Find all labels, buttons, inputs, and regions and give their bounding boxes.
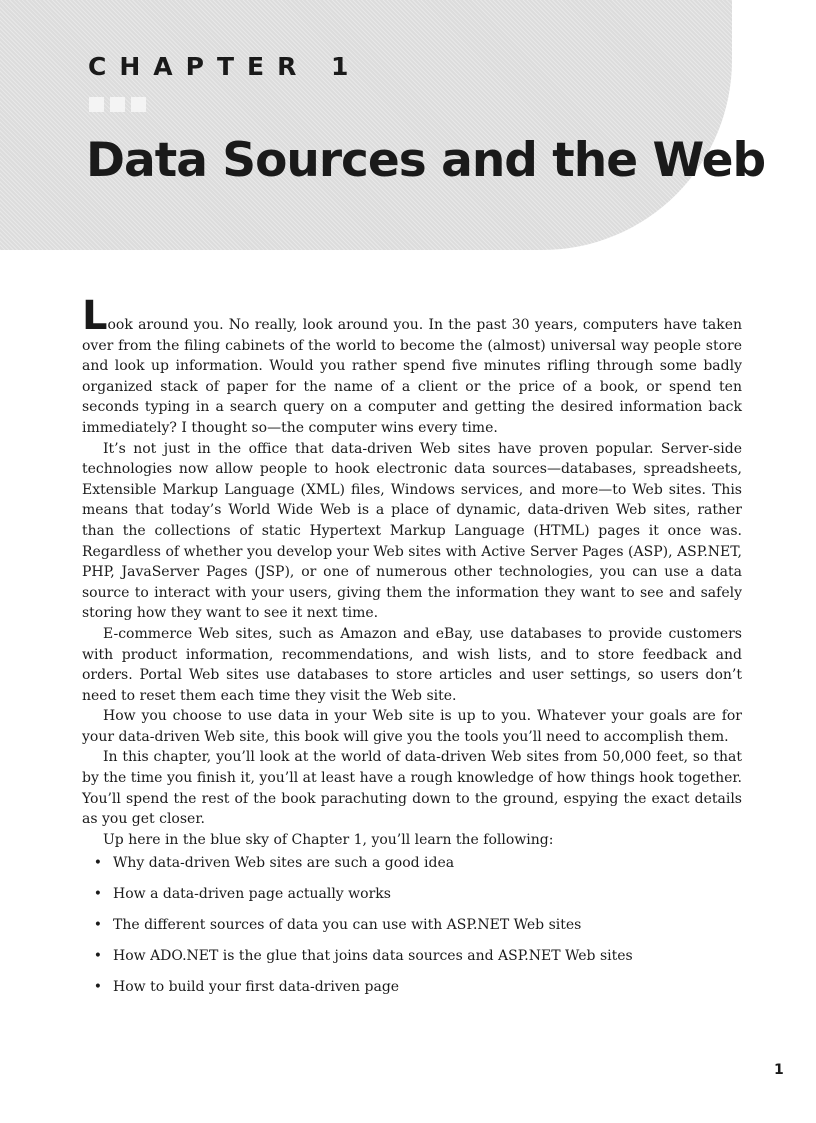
square-icon <box>110 97 125 112</box>
paragraph-5: In this chapter, you’ll look at the world of data-driven Web sites from 50,000 feet, so that by the time you finish it, you’ll at least have a rough knowledge of how things hook together. You’ll spend the rest of the book parachuting down to the ground, espying the exact details as you get closer. <box>82 749 742 828</box>
list-item-text: How a data-driven page actually works <box>113 886 391 902</box>
paragraph-2: It’s not just in the office that data-driven Web sites have proven popular. Server-side technologies now allow people to hook electronic data sources—databases, spreadsheets, Extensible Markup Language (XML) files, Windows services, and more—to Web sites. This means that today’s World Wide Web is a place of dynamic, data-driven Web sites, rather than the collections of static Hypertext Markup Language (HTML) pages it once was. Regardless of whether you develop your Web sites with Active Server Pages (ASP), ASP.NET, PHP, JavaServer Pages (JSP), or one of numerous other technologies, you can use a data source to interact with your users, giving them the information they want to see and safely storing how they want to see it next time. <box>82 440 742 622</box>
square-icon <box>89 97 104 112</box>
paragraph-4: How you choose to use data in your Web site is up to you. Whatever your goals are for your data-driven Web site, this book will give you the tools you’ll need to accomplish them. <box>82 708 742 745</box>
square-icon <box>131 97 146 112</box>
chapter-title: Data Sources and the Web <box>86 133 766 188</box>
list-item <box>82 917 742 937</box>
list-item-text: The different sources of data you can use with ASP.NET Web sites <box>113 917 582 933</box>
bullet-icon: • <box>93 948 102 964</box>
page-number: 1 <box>774 1062 784 1078</box>
list-item-text: How to build your first data-driven page <box>113 979 400 995</box>
drop-cap: L <box>82 293 108 339</box>
list-item <box>82 948 742 968</box>
chapter-label: CHAPTER 1 <box>88 52 362 81</box>
bullet-icon: • <box>93 979 102 995</box>
paragraph-1-text: ook around you. No really, look around you. In the past 30 years, computers have taken over from the filing cabinets of the world to become the (almost) universal way people store and look up information. Would you rather spend five minutes rifling through some badly organized stack of paper for the name of a client or the price of a book, or spend ten seconds typing in a search query on a computer and getting the desired information back immediately? I thought so—the computer wins every time. <box>82 317 742 436</box>
list-item <box>82 886 742 906</box>
list-item <box>82 855 742 875</box>
chapter-header-band <box>0 0 732 250</box>
bullet-icon: • <box>93 886 102 902</box>
decorative-squares <box>89 97 146 112</box>
paragraph-3: E-commerce Web sites, such as Amazon and eBay, use databases to provide customers with product information, recommendations, and wish lists, and to store feedback and orders. Portal Web sites use databases to store articles and user settings, so users don’t need to reset them each time they visit the Web site. <box>82 625 742 704</box>
list-item-text: Why data-driven Web sites are such a good idea <box>113 855 455 871</box>
paragraph-6: Up here in the blue sky of Chapter 1, you’ll learn the following: <box>103 831 554 848</box>
learning-objectives-list <box>82 855 742 1010</box>
paragraph-1 <box>82 293 742 439</box>
list-item-text: How ADO.NET is the glue that joins data sources and ASP.NET Web sites <box>113 948 633 964</box>
bullet-icon: • <box>93 855 102 871</box>
body-text <box>82 293 742 850</box>
list-item <box>82 979 742 999</box>
bullet-icon: • <box>93 917 102 933</box>
